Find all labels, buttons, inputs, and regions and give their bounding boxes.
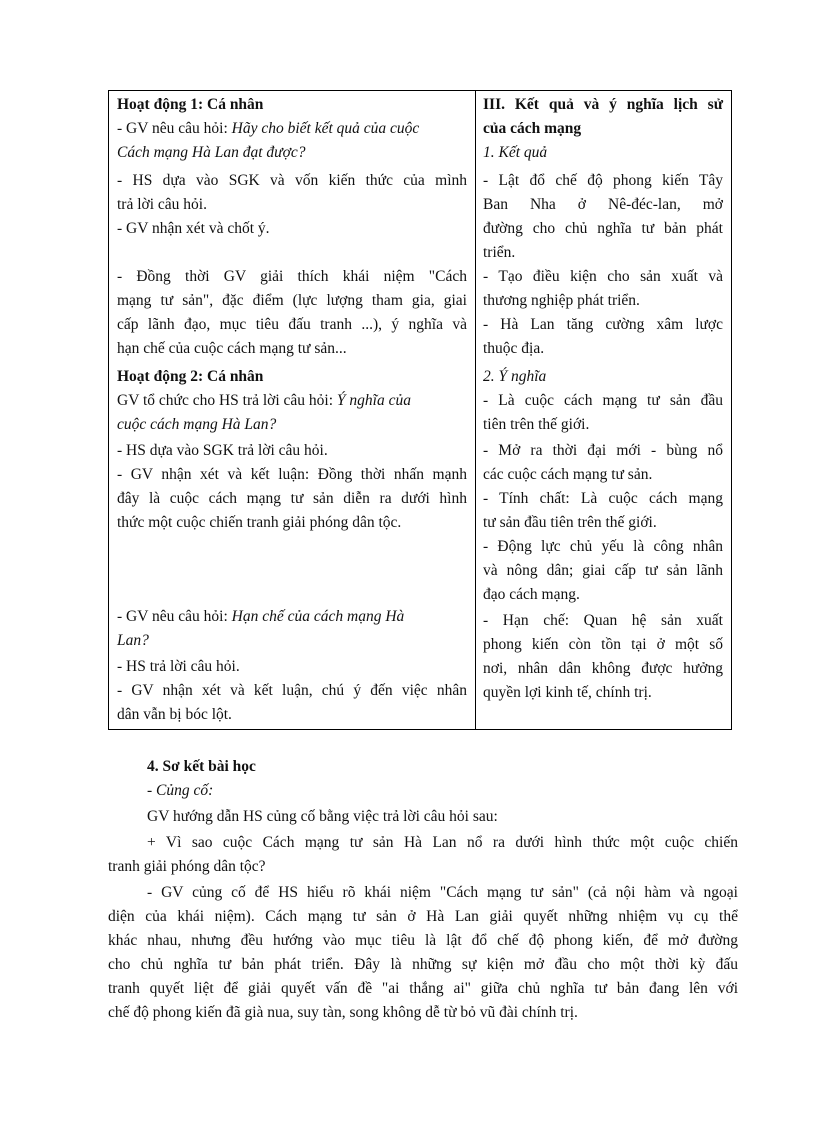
activity-1-explain: - Đồng thời GV giải thích khái niệm "Cách	[117, 268, 467, 285]
activity-2-title: Hoạt động 2: Cá nhân	[117, 368, 264, 385]
significance-3-cont: tư sản đầu tiên trên thế giới.	[483, 514, 657, 531]
limitation: - Hạn chế: Quan hệ sản xuất	[483, 612, 723, 629]
result-3-cont: thuộc địa.	[483, 340, 545, 357]
significance-2: - Mở ra thời đại mới - bùng nổ	[483, 442, 723, 459]
activity-2-question: GV tổ chức cho HS trả lời câu hỏi: Ý nghĩa của	[117, 392, 411, 409]
lesson-content-column	[476, 91, 732, 730]
summary-question-cont: tranh giải phóng dân tộc?	[108, 858, 266, 875]
activity-1-gv: - GV nhận xét và chốt ý.	[117, 220, 270, 237]
summary-paragraph: - GV củng cố để HS hiểu rõ khái niệm "Cách mạng tư sản" (cả nội hàm và ngoại	[147, 884, 738, 901]
activity-1-explain-2: mạng tư sản", đặc điểm (lực lượng tham gia, giai	[117, 292, 467, 309]
significance-1: - Là cuộc cách mạng tư sản đầu	[483, 392, 723, 409]
summary-paragraph-3: khác nhau, nhưng đều hướng vào mục tiêu là lật đổ chế độ phong kiến, để mở đường	[108, 932, 738, 949]
activity-1-hs: - HS dựa vào SGK và vốn kiến thức của mình	[117, 172, 467, 189]
activity-2-hs: - HS dựa vào SGK trả lời câu hỏi.	[117, 442, 328, 459]
activity-1-hs-cont: trả lời câu hỏi.	[117, 196, 207, 213]
significance-4-cont: và nông dân; giai cấp tư sản lãnh	[483, 562, 723, 579]
summary-paragraph-5: tranh quyết liệt để giải quyết vấn đề "ai thắng ai" giữa chủ nghĩa tư bản đang lên với	[108, 980, 738, 997]
result-1: - Lật đổ chế độ phong kiến Tây	[483, 172, 723, 189]
result-1-cont: Ban Nha ở Nê-đéc-lan, mở	[483, 196, 723, 213]
summary-title: 4. Sơ kết bài học	[147, 758, 256, 775]
significance-1-cont: tiên trên thế giới.	[483, 416, 590, 433]
summary-question: + Vì sao cuộc Cách mạng tư sản Hà Lan nổ ra dưới hình thức một cuộc chiến	[147, 834, 738, 851]
summary-paragraph-4: cho chủ nghĩa tư bản phát triển. Đây là những sự kiện mở đầu cho một thời kỳ đấu	[108, 956, 738, 973]
activity-3-gv-2: dân vẫn bị bóc lột.	[117, 706, 232, 723]
section-heading-cont: của cách mạng	[483, 120, 582, 137]
summary-intro: GV hướng dẫn HS củng cố bằng việc trả lời câu hỏi sau:	[147, 808, 498, 825]
significance-2-cont: các cuộc cách mạng tư sản.	[483, 466, 653, 483]
activity-2-gv-3: thức một cuộc chiến tranh giải phóng dân tộc.	[117, 514, 402, 531]
subheading-significance: 2. Ý nghĩa	[483, 368, 547, 385]
limitation-cont: phong kiến còn tồn tại ở một số	[483, 636, 723, 653]
result-1-cont-2: đường cho chủ nghĩa tư bản phát	[483, 220, 723, 237]
summary-paragraph-2: diện của khái niệm). Cách mạng tư sản ở Hà Lan giải quyết những nhiệm vụ cụ thể	[108, 908, 738, 925]
lesson-table	[108, 90, 732, 730]
activity-3-question-cont: Lan?	[117, 632, 149, 649]
activity-1-question: - GV nêu câu hỏi: Hãy cho biết kết quả của cuộc	[117, 120, 420, 137]
result-3: - Hà Lan tăng cường xâm lược	[483, 316, 723, 333]
consolidate-label: - Củng cố:	[147, 782, 214, 799]
activity-1-question-cont: Cách mạng Hà Lan đạt được?	[117, 144, 306, 161]
activity-1-title: Hoạt động 1: Cá nhân	[117, 96, 264, 113]
summary-paragraph-6: chế độ phong kiến đã già nua, suy tàn, song không dễ từ bỏ vũ đài chính trị.	[108, 1004, 578, 1021]
activity-2-gv: - GV nhận xét và kết luận: Đồng thời nhấn mạnh	[117, 466, 467, 483]
activity-1-explain-3: cấp lãnh đạo, mục tiêu đấu tranh ...), ý nghĩa và	[117, 316, 467, 333]
result-2-cont: thương nghiệp phát triển.	[483, 292, 640, 309]
significance-3: - Tính chất: Là cuộc cách mạng	[483, 490, 723, 507]
limitation-cont-3: quyền lợi kinh tế, chính trị.	[483, 684, 652, 701]
subheading-results: 1. Kết quả	[483, 144, 548, 161]
significance-4: - Động lực chủ yếu là công nhân	[483, 538, 723, 555]
activity-3-question: - GV nêu câu hỏi: Hạn chế của cách mạng Hà	[117, 608, 405, 625]
result-1-cont-3: triển.	[483, 244, 516, 261]
result-2: - Tạo điều kiện cho sản xuất và	[483, 268, 723, 285]
significance-4-cont-2: đạo cách mạng.	[483, 586, 580, 603]
activity-3-gv: - GV nhận xét và kết luận, chú ý đến việc nhân	[117, 682, 467, 699]
activity-1-explain-4: hạn chế của cuộc cách mạng tư sản...	[117, 340, 347, 357]
teacher-student-activities-column	[109, 91, 476, 730]
limitation-cont-2: nơi, nhân dân không được hưởng	[483, 660, 723, 677]
activity-2-gv-2: đây là cuộc cách mạng tư sản diễn ra dưới hình	[117, 490, 467, 507]
activity-2-question-cont: cuộc cách mạng Hà Lan?	[117, 416, 277, 433]
activity-3-hs: - HS trả lời câu hỏi.	[117, 658, 240, 675]
section-heading: III. Kết quả và ý nghĩa lịch sử	[483, 96, 723, 113]
